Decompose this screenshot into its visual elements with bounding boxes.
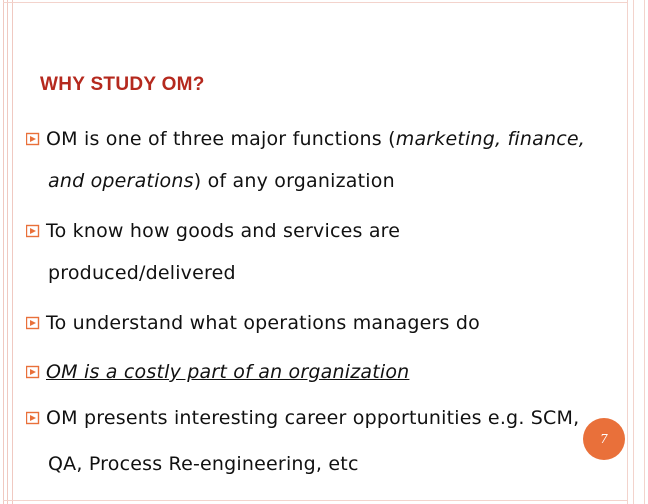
border-line <box>633 0 634 504</box>
bullet-text: produced/delivered <box>48 262 236 284</box>
bullet-text: To understand what operations managers do <box>46 312 480 334</box>
bullet-text-italic: and operations <box>48 170 194 192</box>
bullet-text-italic: marketing, finance, <box>395 128 585 150</box>
bullet-icon <box>26 365 40 379</box>
border-line <box>644 0 645 504</box>
border-line <box>3 500 627 501</box>
border-line <box>7 0 8 504</box>
bullet-icon <box>26 316 40 330</box>
bullet-item <box>26 312 480 334</box>
bullet-text: To know how goods and services are <box>46 220 401 242</box>
bullet-icon <box>26 411 40 425</box>
bullet-item <box>26 407 579 429</box>
bullet-item <box>26 361 409 383</box>
bullet-item <box>26 220 400 242</box>
border-line <box>627 0 628 504</box>
bullet-text: OM presents interesting career opportunities e.g. SCM, <box>46 407 580 429</box>
border-line <box>12 0 13 504</box>
slide-title: WHY STUDY OM? <box>40 74 205 95</box>
border-line <box>3 2 627 3</box>
page-number-badge: 7 <box>583 418 625 460</box>
bullet-continuation <box>48 262 236 284</box>
bullet-icon <box>26 132 40 146</box>
bullet-item <box>26 128 585 150</box>
bullet-continuation <box>48 453 359 475</box>
bullet-continuation <box>48 170 395 192</box>
bullet-text: QA, Process Re-engineering, etc <box>48 453 359 475</box>
border-line <box>3 0 4 504</box>
bullet-icon <box>26 224 40 238</box>
bullet-text: ) of any organization <box>193 170 395 192</box>
bullet-text: OM is one of three major functions ( <box>46 128 396 150</box>
bullet-text-underlined: OM is a costly part of an organization <box>46 361 410 383</box>
